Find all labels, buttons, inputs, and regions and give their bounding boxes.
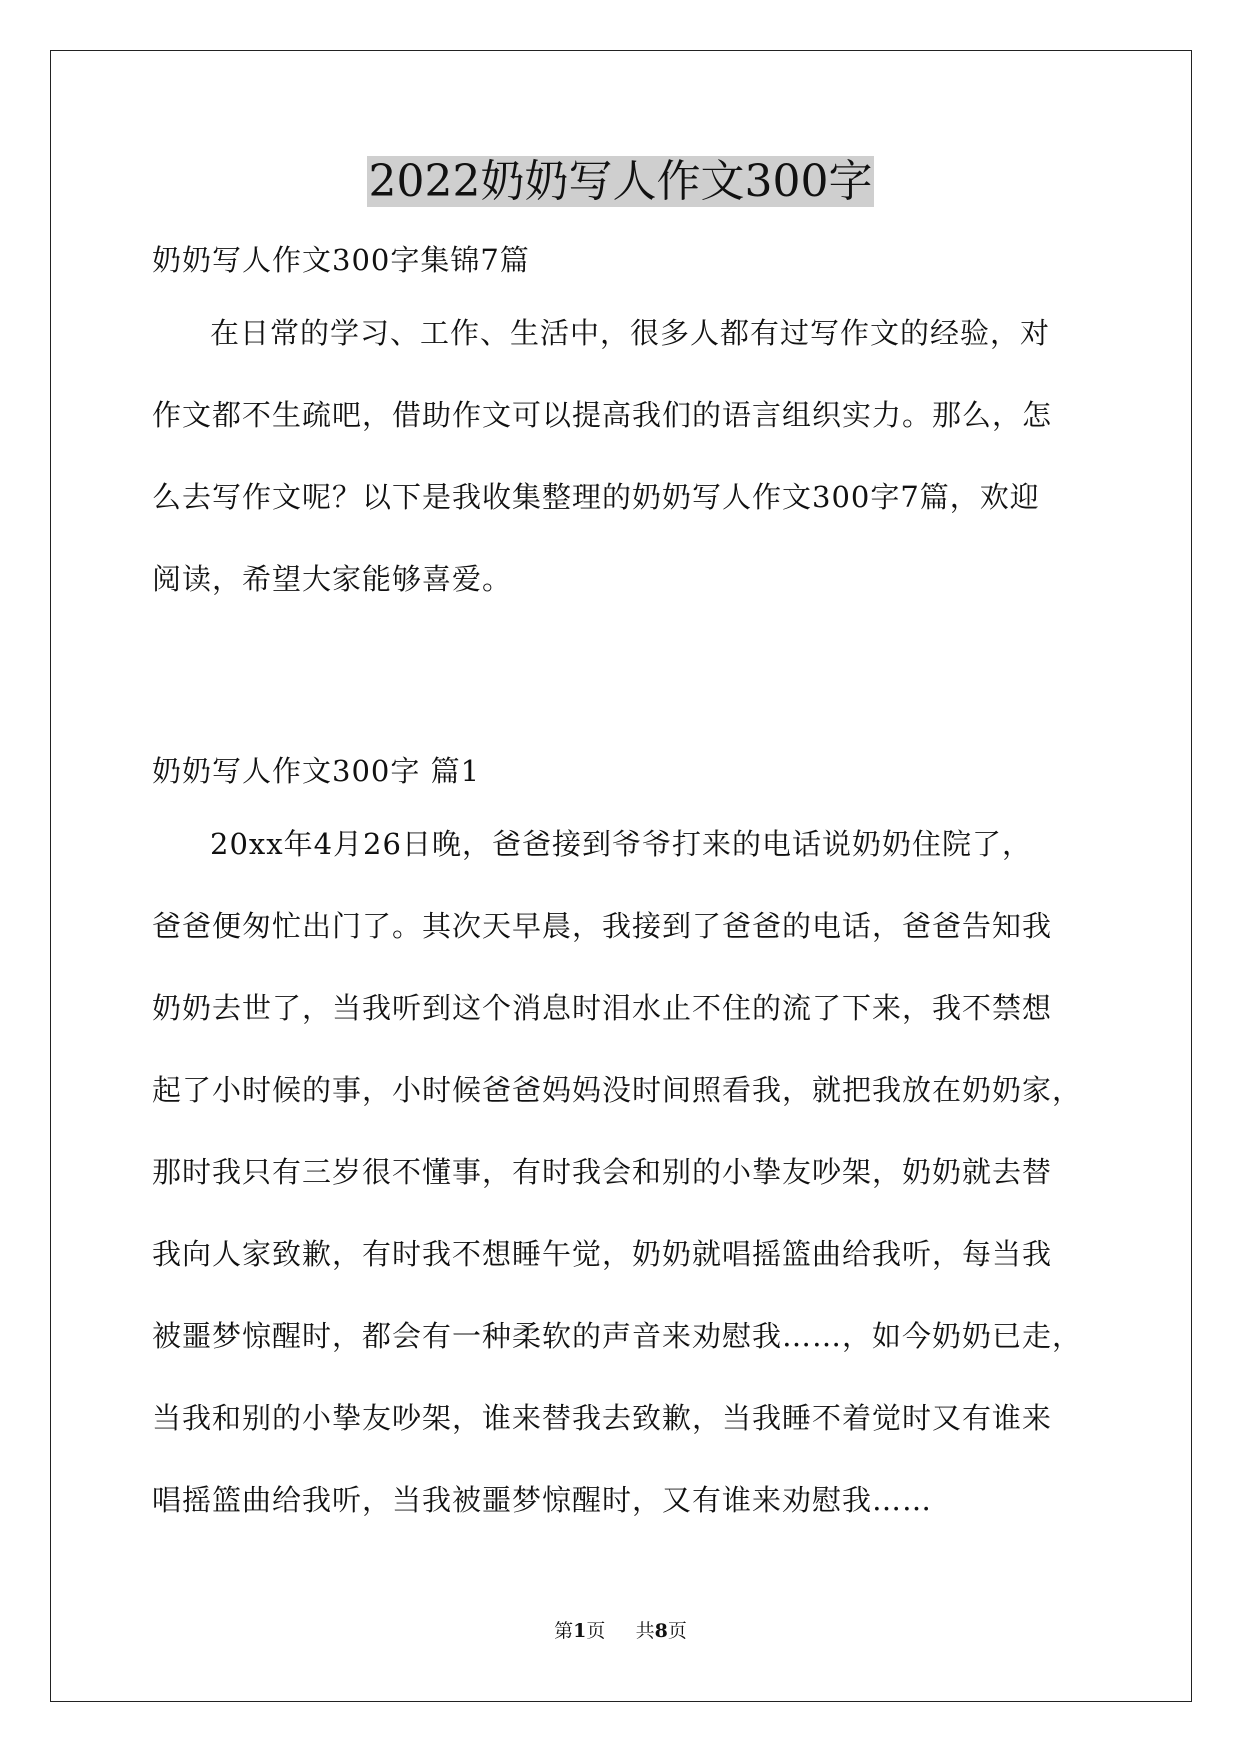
- body-line: 我向人家致歉，有时我不想睡午觉，奶奶就唱摇篮曲给我听，每当我: [152, 1237, 1053, 1271]
- page-suffix: 页: [586, 1620, 606, 1642]
- intro-line: 阅读，希望大家能够喜爱。: [152, 562, 513, 596]
- total-suffix: 页: [667, 1620, 687, 1642]
- total-prefix: 共: [635, 1620, 655, 1642]
- section-heading: 奶奶写人作文300字 篇1: [152, 754, 481, 788]
- page-number: 1: [573, 1620, 587, 1642]
- body-line: 起了小时候的事，小时候爸爸妈妈没时间照看我，就把我放在奶奶家，: [152, 1073, 1083, 1107]
- intro-line: 么去写作文呢？以下是我收集整理的奶奶写人作文300字7篇，欢迎: [152, 480, 1040, 514]
- intro-line: 在日常的学习、工作、生活中，很多人都有过写作文的经验，对: [210, 316, 1051, 350]
- body-paragraph: [152, 803, 1102, 1541]
- body-line: 被噩梦惊醒时，都会有一种柔软的声音来劝慰我……，如今奶奶已走，: [152, 1319, 1083, 1353]
- document-title: [0, 152, 1241, 212]
- intro-line: 作文都不生疏吧，借助作文可以提高我们的语言组织实力。那么，怎: [152, 398, 1053, 432]
- body-line: 奶奶去世了，当我听到这个消息时泪水止不住的流了下来，我不禁想: [152, 991, 1053, 1025]
- body-line: 当我和别的小挚友吵架，谁来替我去致歉，当我睡不着觉时又有谁来: [152, 1401, 1053, 1435]
- page-footer: [0, 1617, 1241, 1645]
- total-pages: 8: [654, 1620, 668, 1642]
- page-prefix: 第: [554, 1620, 574, 1642]
- intro-paragraph: [152, 292, 1102, 620]
- collection-heading: 奶奶写人作文300字集锦7篇: [152, 243, 530, 277]
- document-title-text: 2022奶奶写人作文300字: [368, 156, 873, 207]
- body-line: 20xx年4月26日晚，爸爸接到爷爷打来的电话说奶奶住院了，: [210, 827, 1032, 861]
- body-line: 唱摇篮曲给我听，当我被噩梦惊醒时，又有谁来劝慰我……: [152, 1483, 933, 1517]
- body-line: 爸爸便匆忙出门了。其次天早晨，我接到了爸爸的电话，爸爸告知我: [152, 909, 1053, 943]
- body-line: 那时我只有三岁很不懂事，有时我会和别的小挚友吵架，奶奶就去替: [152, 1155, 1053, 1189]
